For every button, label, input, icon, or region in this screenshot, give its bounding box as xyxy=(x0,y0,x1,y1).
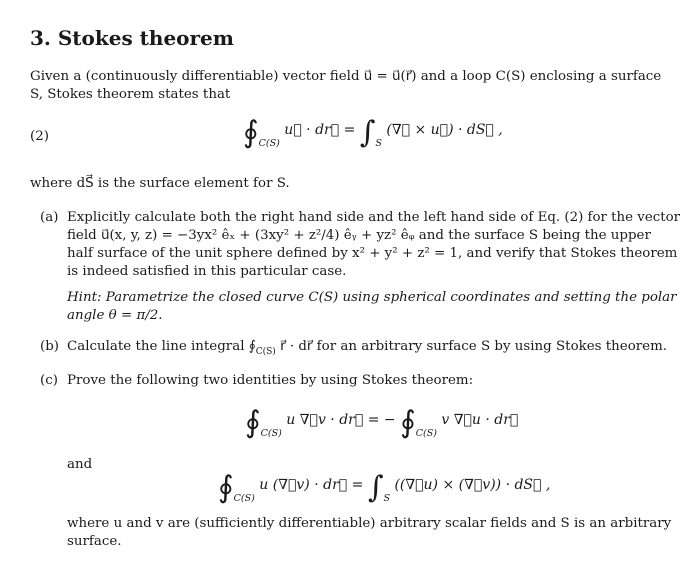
intro-line-2: S, Stokes theorem states that xyxy=(30,87,231,102)
identity-1-subscript: C(S) xyxy=(260,428,282,439)
part-a-label: (a) xyxy=(40,210,59,225)
identity-2-contour-sign: ∮ xyxy=(218,470,234,505)
lhs-integrand: u⃗ · dr⃗ = xyxy=(284,122,356,138)
identity-2-subscript: C(S) xyxy=(233,493,255,504)
surface-element-note: where dS⃗ is the surface element for S. xyxy=(30,176,290,191)
identity-2-lhs: u (∇⃗v) · dr⃗ = xyxy=(259,477,364,493)
identity-2-rhs: ((∇⃗u) × (∇⃗v)) · dS⃗ , xyxy=(394,477,551,493)
part-b-text xyxy=(67,338,667,361)
and-connector: and xyxy=(67,457,93,472)
part-a-line-3: half surface of the unit sphere defined by x² + y² + z² = 1, and verify that Stokes theorem xyxy=(67,246,678,261)
identity-1-contour-sign-2: ∮ xyxy=(400,405,416,440)
part-c-text: Prove the following two identities by using Stokes theorem: xyxy=(67,373,474,388)
part-a-line-1: Explicitly calculate both the right hand side and the left hand side of Eq. (2) for the vector xyxy=(67,210,681,225)
rhs-integrand: (∇⃗ × u⃗) · dS⃗ , xyxy=(386,122,503,138)
surface-integral-sign: ∫ xyxy=(359,115,376,150)
part-b-text-start: Calculate the line integral ∮ xyxy=(67,339,256,354)
part-b-text-end: r⃗ · dr⃗ for an arbitrary surface S by using Stokes theorem. xyxy=(280,339,668,354)
part-c-where-line-1: where u and v are (sufficiently differentiable) arbitrary scalar fields and S is an arbitrary xyxy=(67,516,672,531)
part-a-hint-line-1: Hint: Parametrize the closed curve C(S) using spherical coordinates and setting the polar xyxy=(67,290,677,305)
identity-2-subscript-2: S xyxy=(383,493,390,504)
identity-1-rhs: v ∇⃗u · dr⃗ xyxy=(441,412,519,428)
identity-1-subscript-2: C(S) xyxy=(415,428,437,439)
part-b-subscript: C(S) xyxy=(255,347,276,357)
stokes-equation xyxy=(243,115,503,150)
problem-title: 3. Stokes theorem xyxy=(30,26,234,50)
surface-subscript: S xyxy=(375,138,382,149)
part-c-where-line-2: surface. xyxy=(67,534,122,549)
identity-2 xyxy=(218,470,551,505)
part-a-line-4: is indeed satisfied in this particular case. xyxy=(67,264,347,279)
identity-2-surface-sign: ∫ xyxy=(367,470,384,505)
part-a-hint-line-2: angle θ = π/2. xyxy=(67,308,163,323)
equation-label: (2) xyxy=(30,129,49,144)
part-c-label: (c) xyxy=(40,373,58,388)
part-b-label: (b) xyxy=(40,339,60,354)
identity-1 xyxy=(245,405,519,440)
identity-1-contour-sign: ∮ xyxy=(245,405,261,440)
contour-subscript: C(S) xyxy=(258,138,280,149)
intro-line-1: Given a (continuously differentiable) vector field u⃗ = u⃗(r⃗) and a loop C(S) enclosing a surface xyxy=(30,69,662,84)
identity-1-lhs: u ∇⃗v · dr⃗ = − xyxy=(286,412,396,428)
part-a-line-2: field u⃗(x, y, z) = −3yx² êₓ + (3xy² + z²/4) êᵧ + yz² êᵩ and the surface S being the upper xyxy=(67,228,651,243)
contour-integral-sign: ∮ xyxy=(243,115,259,150)
